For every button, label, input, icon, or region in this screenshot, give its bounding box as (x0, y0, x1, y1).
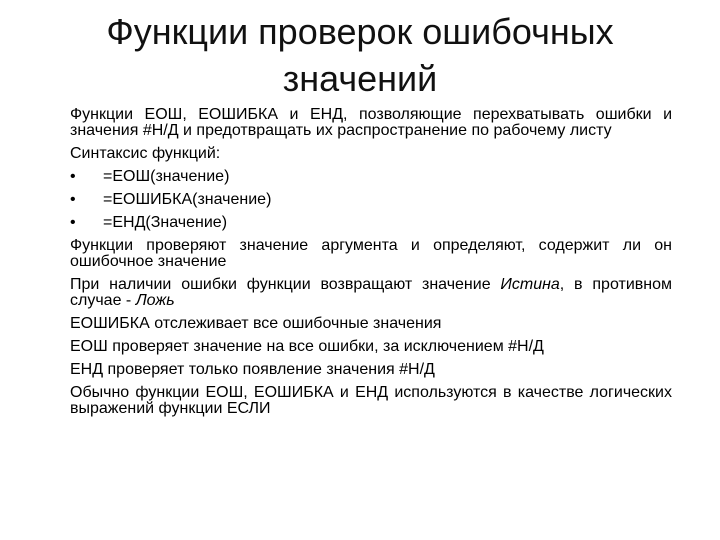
syntax-item (70, 215, 672, 231)
syntax-item-text: =ЕОШ(значение) (103, 168, 230, 185)
syntax-item-text: =ЕНД(Значение) (103, 214, 228, 231)
syntax-item-text: =ЕОШИБКА(значение) (103, 191, 272, 208)
slide-title (60, 8, 660, 102)
intro-paragraph: Функции ЕОШ, ЕОШИБКА и ЕНД, позволяющие перехватывать ошибки и значения #Н/Д и предотвращать их распространение по рабочему листу (70, 106, 672, 139)
return-false-value: Ложь (135, 292, 175, 309)
check-paragraph: Функции проверяют значение аргумента и определяют, содержит ли он ошибочное значение (70, 237, 672, 270)
bullet-icon: • (70, 168, 76, 185)
end-paragraph: ЕНД проверяет только появление значения #Н/Д (70, 361, 435, 378)
return-text-middle: , в противном случае - (70, 276, 672, 309)
bullet-icon: • (70, 191, 76, 208)
syntax-heading: Синтаксис функций: (70, 145, 221, 162)
eoshibka-paragraph: ЕОШИБКА отслеживает все ошибочные значения (70, 315, 442, 332)
usage-paragraph: Обычно функции ЕОШ, ЕОШИБКА и ЕНД используются в качестве логических выражений функции ЕСЛИ (70, 384, 672, 417)
return-text-before: При наличии ошибки функции возвращают значение (70, 276, 501, 293)
eosh-paragraph: ЕОШ проверяет значение на все ошибки, за исключением #Н/Д (70, 338, 544, 355)
return-true-value: Истина (500, 276, 560, 293)
slide-title-line-1: Функции проверок ошибочных (106, 11, 614, 52)
syntax-item (70, 192, 672, 208)
return-paragraph (70, 277, 672, 309)
slide-body (70, 107, 672, 424)
slide-title-line-2: значений (282, 58, 438, 99)
bullet-icon: • (70, 214, 76, 231)
syntax-item (70, 169, 672, 185)
